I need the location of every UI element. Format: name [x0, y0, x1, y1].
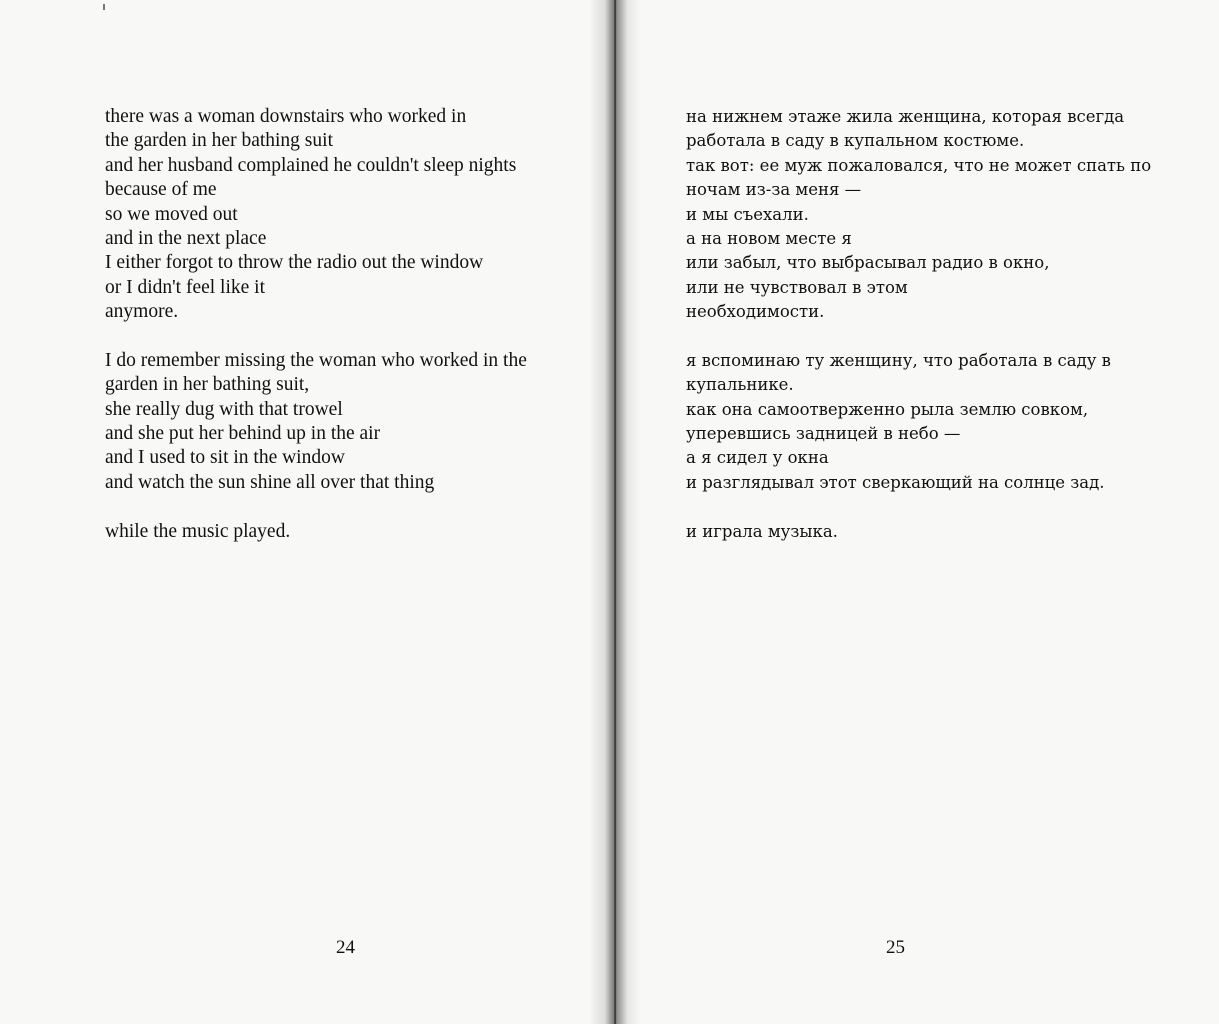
poem-line: как она самоотверженно рыла землю совком,: [686, 399, 1089, 419]
poem-line: I either forgot to throw the radio out the window: [105, 252, 484, 274]
poem-line: she really dug with that trowel: [105, 398, 343, 420]
poem-line: работала в саду в купальном костюме.: [686, 131, 1025, 151]
stanza: [105, 520, 575, 544]
stanza-break: [686, 495, 1166, 519]
poem-line: so we moved out: [105, 203, 238, 225]
page-number-right: 25: [886, 937, 905, 958]
poem-line: а я сидел у окна: [686, 448, 829, 468]
poem-line: the garden in her bathing suit: [105, 130, 333, 152]
poem-line: and her husband complained he couldn't sleep nights: [105, 154, 517, 176]
stanza-break: [686, 325, 1166, 349]
stanza-break: [105, 325, 575, 349]
poem-line: необходимости.: [686, 302, 825, 322]
poem-line: так вот: ее муж пожаловался, что не может спать по: [686, 155, 1152, 175]
poem-line: купальнике.: [686, 375, 794, 395]
stanza: [686, 349, 1166, 495]
stanza: [686, 520, 1166, 544]
book-gutter: [590, 0, 640, 1024]
poem-line: or I didn't feel like it: [105, 276, 266, 298]
poem-line: или забыл, что выбрасывал радио в окно,: [686, 253, 1050, 273]
poem-line: и играла музыка.: [686, 521, 838, 541]
poem-line: и разглядывал этот сверкающий на солнце зад.: [686, 472, 1105, 492]
stanza: [686, 105, 1166, 325]
poem-line: я вспоминаю ту женщину, что работала в саду в: [686, 350, 1111, 370]
poem-line: there was a woman downstairs who worked in: [105, 106, 467, 127]
english-poem: [105, 105, 575, 544]
stanza-break: [105, 495, 575, 519]
poem-line: ночам из-за меня —: [686, 180, 862, 200]
poem-line: and she put her behind up in the air: [105, 423, 381, 445]
stanza: [105, 349, 575, 495]
poem-line: а на новом месте я: [686, 228, 852, 248]
stanza: [105, 105, 575, 325]
russian-poem: [686, 105, 1166, 544]
poem-line: anymore.: [105, 301, 179, 323]
poem-line: and I used to sit in the window: [105, 447, 345, 469]
poem-line: I do remember missing the woman who worked in the: [105, 349, 527, 371]
poem-line: на нижнем этаже жила женщина, которая всегда: [686, 107, 1125, 126]
poem-line: garden in her bathing suit,: [105, 374, 310, 396]
scan-mark: [103, 4, 105, 10]
poem-line: уперевшись задницей в небо —: [686, 424, 961, 444]
poem-line: while the music played.: [105, 520, 291, 542]
poem-line: and in the next place: [105, 227, 267, 249]
poem-line: and watch the sun shine all over that thing: [105, 471, 435, 493]
page-number-left: 24: [336, 937, 355, 958]
poem-line: и мы съехали.: [686, 204, 809, 224]
poem-line: или не чувствовал в этом: [686, 277, 908, 297]
poem-line: because of me: [105, 179, 217, 201]
